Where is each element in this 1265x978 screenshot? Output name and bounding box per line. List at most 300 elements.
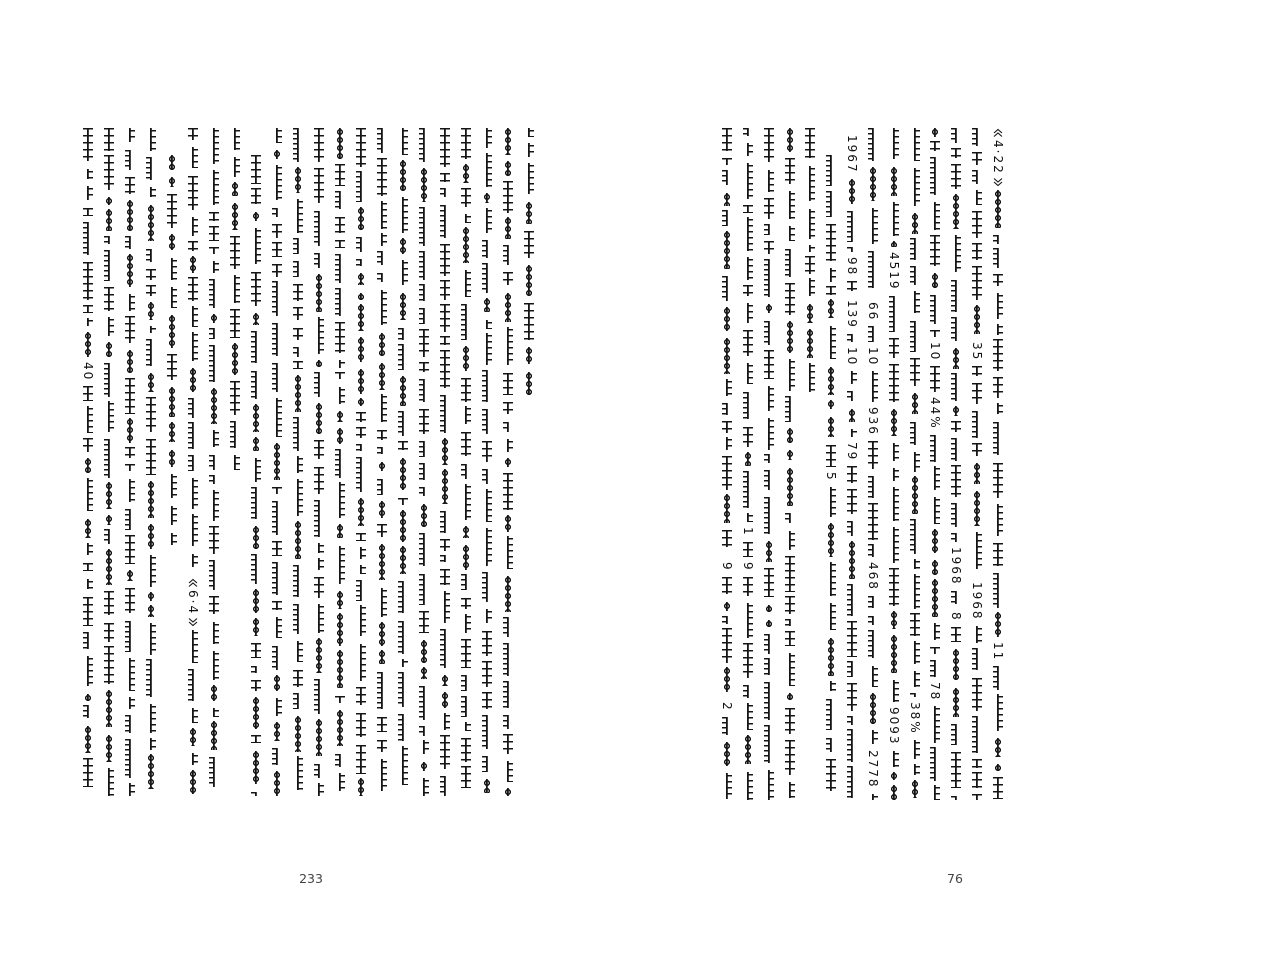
- script-word: [313, 128, 325, 162]
- bracketed-numeral: [991, 128, 1005, 187]
- script-word: [271, 722, 283, 741]
- script-word: [292, 565, 304, 597]
- script-word: [439, 511, 451, 533]
- script-word: [334, 322, 346, 354]
- script-word: [867, 794, 879, 800]
- script-word: [292, 375, 304, 412]
- script-word: [376, 479, 388, 495]
- script-word: [502, 643, 514, 676]
- script-word: [825, 603, 837, 630]
- script-word: [888, 338, 900, 358]
- script-word: [460, 545, 472, 570]
- script-word: [103, 128, 115, 151]
- script-word: [187, 277, 199, 301]
- script-word: [721, 170, 733, 185]
- script-word: [971, 128, 983, 146]
- script-word: [166, 506, 178, 525]
- script-word: [929, 785, 941, 800]
- script-word: [460, 214, 472, 223]
- script-word: [992, 694, 1004, 730]
- script-word: [313, 719, 325, 757]
- script-word: [166, 287, 178, 308]
- script-word: [187, 770, 199, 795]
- script-word: [888, 167, 900, 196]
- script-word: [208, 560, 220, 590]
- script-word: [376, 588, 388, 617]
- script-word: [481, 208, 493, 233]
- script-word: [439, 675, 451, 686]
- script-word: [82, 726, 94, 753]
- left-page: [0, 0, 632, 978]
- numeral: 38%: [908, 702, 922, 735]
- script-word: [397, 128, 409, 155]
- script-word: [208, 170, 220, 205]
- script-word: [742, 392, 754, 420]
- script-word: [271, 601, 283, 610]
- script-word: [145, 481, 157, 519]
- script-word: [250, 680, 262, 691]
- script-word: [397, 510, 409, 542]
- script-word: [250, 697, 262, 729]
- script-word: [103, 236, 115, 245]
- script-word: [124, 739, 136, 778]
- script-word: [355, 237, 367, 252]
- script-word: [742, 685, 754, 698]
- script-word: [825, 562, 837, 596]
- script-word: [481, 240, 493, 258]
- script-word: [950, 533, 962, 542]
- script-word: [439, 173, 451, 183]
- script-word: [418, 128, 430, 162]
- script-word: [292, 604, 304, 635]
- script-word: [992, 293, 1004, 319]
- script-word: [971, 152, 983, 165]
- script-word: [82, 208, 94, 217]
- script-word: [929, 660, 941, 677]
- script-word: [334, 191, 346, 209]
- script-word: [292, 199, 304, 233]
- script-word: [992, 573, 1004, 609]
- script-word: [867, 730, 879, 743]
- script-word: [502, 181, 514, 212]
- script-word: [187, 241, 199, 252]
- script-word: [971, 443, 983, 456]
- script-word: [763, 725, 775, 763]
- script-word: [992, 403, 1004, 414]
- script-word: [950, 194, 962, 228]
- text-line: [803, 128, 817, 392]
- script-word: [867, 503, 879, 540]
- script-word: [909, 613, 921, 636]
- script-word: [950, 317, 962, 340]
- script-word: [271, 771, 283, 796]
- script-word: [846, 683, 858, 711]
- script-word: [460, 227, 472, 263]
- script-word: [82, 478, 94, 511]
- script-word: [784, 693, 796, 700]
- script-word: [124, 447, 136, 458]
- script-word: [971, 759, 983, 768]
- script-word: [439, 629, 451, 667]
- script-word: [82, 386, 94, 401]
- script-word: [376, 333, 388, 357]
- script-word: [460, 304, 472, 340]
- script-word: [334, 773, 346, 792]
- script-word: [418, 441, 430, 457]
- script-word: [292, 670, 304, 687]
- script-word: [825, 367, 837, 396]
- text-line: [333, 128, 347, 796]
- script-word: [187, 630, 199, 663]
- script-word: [334, 240, 346, 248]
- script-word: [187, 147, 199, 168]
- script-word: [250, 437, 262, 451]
- script-word: [292, 521, 304, 559]
- script-word: [523, 143, 535, 157]
- text-line: [783, 128, 797, 800]
- numeral: 6·4: [186, 590, 200, 616]
- script-word: [460, 675, 472, 691]
- script-word: [460, 378, 472, 402]
- script-word: [145, 326, 157, 333]
- text-line: [417, 128, 431, 796]
- script-word: [145, 754, 157, 790]
- script-word: [271, 698, 283, 716]
- script-word: [742, 163, 754, 199]
- script-word: [313, 360, 325, 367]
- script-word: [250, 487, 262, 519]
- script-word: [145, 738, 157, 750]
- script-word: [313, 558, 325, 570]
- script-word: [187, 753, 199, 766]
- script-word: [721, 379, 733, 397]
- script-word: [145, 659, 157, 697]
- script-word: [82, 656, 94, 686]
- script-word: [334, 217, 346, 234]
- script-word: [888, 568, 900, 606]
- numeral: 1967: [845, 135, 859, 174]
- script-word: [846, 716, 858, 725]
- script-word: [334, 482, 346, 518]
- script-word: [888, 202, 900, 236]
- script-word: [804, 128, 816, 158]
- script-word: [742, 772, 754, 800]
- script-word: [334, 411, 346, 422]
- script-word: [82, 318, 94, 326]
- script-word: [334, 288, 346, 316]
- script-word: [971, 366, 983, 376]
- script-word: [418, 667, 430, 679]
- script-word: [313, 467, 325, 495]
- script-word: [460, 270, 472, 297]
- script-word: [292, 307, 304, 320]
- script-word: [376, 363, 388, 390]
- script-word: [929, 560, 941, 575]
- script-word: [271, 562, 283, 596]
- script-word: [825, 400, 837, 409]
- script-word: [846, 661, 858, 677]
- script-word: [250, 792, 262, 796]
- script-word: [763, 605, 775, 613]
- script-word: [971, 716, 983, 753]
- script-word: [992, 777, 1004, 799]
- script-word: [502, 715, 514, 729]
- script-word: [271, 443, 283, 479]
- text-line: [438, 128, 452, 796]
- text-line: [375, 128, 389, 796]
- script-word: [950, 465, 962, 497]
- script-word: [804, 278, 816, 296]
- script-word: [950, 373, 962, 401]
- script-word: [742, 257, 754, 281]
- script-word: [992, 377, 1004, 398]
- script-word: [187, 514, 199, 546]
- script-word: [250, 272, 262, 307]
- script-word: [909, 291, 921, 313]
- script-word: [804, 245, 816, 252]
- script-word: [229, 275, 241, 303]
- script-word: [355, 580, 367, 601]
- script-word: [397, 238, 409, 255]
- numeral: 1968: [949, 547, 963, 586]
- script-word: [208, 526, 220, 554]
- numeral: 40: [81, 362, 95, 382]
- script-word: [909, 574, 921, 610]
- script-word: [229, 182, 241, 196]
- script-word: [292, 328, 304, 340]
- script-word: [376, 740, 388, 753]
- script-word: [439, 438, 451, 465]
- script-word: [721, 494, 733, 523]
- script-word: [721, 437, 733, 449]
- script-word: [439, 128, 451, 167]
- script-word: [763, 321, 775, 345]
- script-word: [124, 294, 136, 312]
- script-word: [355, 457, 367, 493]
- script-word: [971, 190, 983, 205]
- text-line: [720, 128, 734, 800]
- page-number: 233: [299, 871, 323, 886]
- script-word: [103, 549, 115, 585]
- script-word: [825, 445, 837, 467]
- script-word: [355, 713, 367, 737]
- numeral: 79: [845, 442, 859, 462]
- script-word: [721, 616, 733, 624]
- script-word: [992, 190, 1004, 228]
- numeral: 4·22: [991, 140, 1005, 175]
- script-word: [992, 463, 1004, 498]
- numeral: 9093: [887, 707, 901, 746]
- script-word: [846, 334, 858, 342]
- script-word: [481, 193, 493, 203]
- script-word: [742, 285, 754, 296]
- script-word: [250, 618, 262, 636]
- script-word: [888, 487, 900, 522]
- script-word: [867, 666, 879, 688]
- script-word: [929, 330, 941, 337]
- script-word: [334, 254, 346, 283]
- text-line: [970, 128, 984, 800]
- script-word: [825, 224, 837, 262]
- script-word: [502, 734, 514, 754]
- script-word: [502, 761, 514, 782]
- script-word: [145, 269, 157, 281]
- script-word: [82, 694, 94, 701]
- script-word: [82, 262, 94, 301]
- numeral: 2: [720, 702, 734, 712]
- script-word: [971, 411, 983, 438]
- script-word: [355, 128, 367, 167]
- script-word: [82, 579, 94, 589]
- script-word: [376, 394, 388, 422]
- script-word: [846, 584, 858, 616]
- script-word: [355, 337, 367, 362]
- script-word: [846, 409, 858, 422]
- script-word: [481, 320, 493, 329]
- script-word: [250, 589, 262, 614]
- script-word: [187, 478, 199, 509]
- script-word: [909, 671, 921, 687]
- script-word: [355, 412, 367, 423]
- script-word: [187, 368, 199, 392]
- script-word: [742, 303, 754, 323]
- script-word: [187, 422, 199, 449]
- script-word: [124, 236, 136, 249]
- script-word: [103, 197, 115, 205]
- script-word: [439, 735, 451, 769]
- script-word: [271, 617, 283, 639]
- script-word: [271, 748, 283, 765]
- script-word: [460, 464, 472, 480]
- script-word: [481, 298, 493, 313]
- script-word: [950, 796, 962, 800]
- script-word: [418, 762, 430, 772]
- script-word: [481, 370, 493, 403]
- script-word: [187, 306, 199, 328]
- script-word: [250, 155, 262, 184]
- script-word: [376, 759, 388, 791]
- script-word: [208, 596, 220, 614]
- script-word: [763, 224, 775, 235]
- script-word: [950, 627, 962, 642]
- script-word: [103, 209, 115, 231]
- script-word: [502, 458, 514, 468]
- script-word: [867, 208, 879, 244]
- script-word: [145, 205, 157, 240]
- script-word: [888, 364, 900, 403]
- text-line: [81, 128, 95, 796]
- script-word: [334, 372, 346, 379]
- script-word: [418, 463, 430, 480]
- script-word: [992, 274, 1004, 286]
- text-line: [887, 128, 901, 800]
- script-word: [418, 533, 430, 566]
- script-word: [271, 208, 283, 217]
- script-word: [867, 616, 879, 625]
- numeral: 2778: [866, 750, 880, 789]
- script-word: [742, 471, 754, 508]
- script-word: [250, 371, 262, 399]
- script-word: [124, 535, 136, 564]
- script-word: [742, 643, 754, 678]
- script-word: [187, 217, 199, 236]
- script-word: [145, 592, 157, 601]
- double-angle-bracket-close-icon: [187, 618, 199, 627]
- script-word: [271, 501, 283, 536]
- script-word: [825, 268, 837, 282]
- script-word: [502, 128, 514, 155]
- script-word: [481, 692, 493, 709]
- script-word: [124, 316, 136, 343]
- script-word: [992, 543, 1004, 566]
- script-word: [292, 284, 304, 301]
- script-word: [909, 559, 921, 568]
- script-word: [418, 379, 430, 402]
- script-word: [397, 160, 409, 191]
- script-word: [846, 371, 858, 384]
- script-word: [250, 643, 262, 658]
- numeral: 10: [866, 347, 880, 367]
- script-word: [763, 386, 775, 411]
- script-word: [888, 611, 900, 629]
- script-word: [971, 648, 983, 670]
- script-word: [888, 409, 900, 436]
- script-word: [397, 746, 409, 785]
- script-word: [145, 373, 157, 392]
- script-word: [292, 261, 304, 277]
- script-word: [334, 164, 346, 187]
- script-word: [992, 248, 1004, 268]
- script-word: [124, 418, 136, 443]
- script-word: [721, 530, 733, 548]
- script-word: [208, 475, 220, 485]
- script-word: [763, 470, 775, 491]
- script-word: [292, 693, 304, 709]
- script-word: [145, 157, 157, 180]
- script-word: [145, 524, 157, 549]
- script-word: [523, 231, 535, 258]
- script-word: [418, 504, 430, 528]
- text-line: [249, 155, 263, 796]
- script-word: [334, 128, 346, 159]
- script-word: [742, 143, 754, 156]
- script-word: [763, 259, 775, 297]
- script-word: [187, 256, 199, 273]
- text-line: [845, 128, 859, 800]
- script-word: [355, 533, 367, 541]
- script-word: [355, 745, 367, 774]
- script-word: [208, 261, 220, 273]
- script-word: [460, 432, 472, 457]
- script-word: [481, 128, 493, 148]
- script-word: [763, 198, 775, 219]
- script-word: [742, 577, 754, 596]
- script-word: [397, 498, 409, 506]
- text-line: [459, 128, 473, 796]
- script-word: [481, 441, 493, 462]
- script-word: [846, 179, 858, 204]
- numeral: 936: [866, 407, 880, 436]
- script-word: [867, 326, 879, 342]
- script-word: [721, 577, 733, 594]
- script-word: [950, 649, 962, 680]
- script-word: [313, 577, 325, 598]
- script-word: [397, 458, 409, 491]
- script-word: [909, 358, 921, 385]
- script-word: [103, 317, 115, 337]
- script-word: [992, 738, 1004, 757]
- script-word: [313, 500, 325, 537]
